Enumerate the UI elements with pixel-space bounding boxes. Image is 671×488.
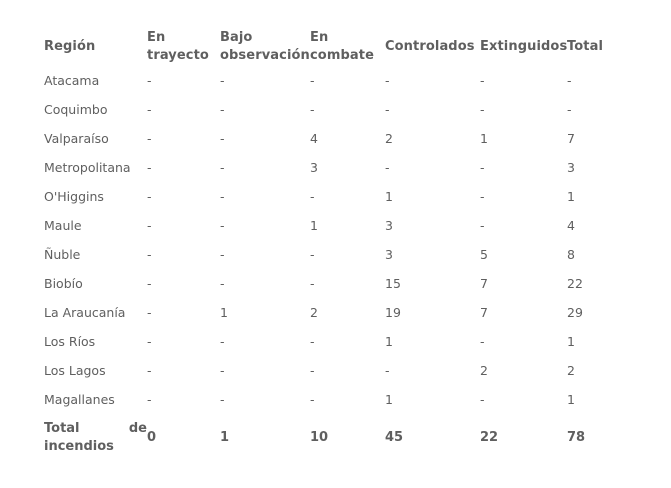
cell-region: Biobío xyxy=(44,276,83,291)
header-extinguidos: Extinguidos xyxy=(480,39,568,54)
cell-total: - xyxy=(567,73,572,88)
header-total: Total xyxy=(567,39,604,54)
cell-en-combate: 3 xyxy=(310,160,318,175)
table-row xyxy=(44,240,612,269)
cell-bajo-observacion: - xyxy=(220,247,225,262)
cell-bajo-observacion: - xyxy=(220,73,225,88)
cell-extinguidos: - xyxy=(480,102,485,117)
cell-region: Maule xyxy=(44,218,82,233)
cell-controlados: 1 xyxy=(385,334,393,349)
table-row xyxy=(44,153,612,182)
cell-en-combate: - xyxy=(310,73,315,88)
cell-controlados: 2 xyxy=(385,131,393,146)
cell-total: - xyxy=(567,102,572,117)
table-row xyxy=(44,124,612,153)
cell-controlados: 3 xyxy=(385,247,393,262)
cell-extinguidos: - xyxy=(480,218,485,233)
cell-en-trayecto: - xyxy=(147,102,152,117)
table-row xyxy=(44,356,612,385)
cell-en-trayecto: - xyxy=(147,392,152,407)
cell-total: 1 xyxy=(567,392,575,407)
cell-en-combate: - xyxy=(310,392,315,407)
cell-bajo-observacion: - xyxy=(220,131,225,146)
cell-en-combate: - xyxy=(310,102,315,117)
cell-total: 1 xyxy=(567,189,575,204)
cell-controlados: 3 xyxy=(385,218,393,233)
cell-total: 22 xyxy=(567,276,583,291)
cell-bajo-observacion: - xyxy=(220,218,225,233)
cell-region: La Araucanía xyxy=(44,305,126,320)
cell-extinguidos: - xyxy=(480,392,485,407)
cell-bajo-observacion: - xyxy=(220,160,225,175)
cell-en-combate: 4 xyxy=(310,131,318,146)
header-en-trayecto: En trayecto xyxy=(147,30,209,63)
cell-extinguidos: - xyxy=(480,334,485,349)
table-body xyxy=(44,66,612,414)
cell-total: 2 xyxy=(567,363,575,378)
cell-en-trayecto: - xyxy=(147,131,152,146)
cell-region: Ñuble xyxy=(44,247,81,262)
table-row xyxy=(44,298,612,327)
cell-region: Los Ríos xyxy=(44,334,96,349)
cell-bajo-observacion: - xyxy=(220,276,225,291)
cell-en-combate: - xyxy=(310,276,315,291)
cell-bajo-observacion: 1 xyxy=(220,305,228,320)
cell-controlados: 19 xyxy=(385,305,401,320)
cell-total: 4 xyxy=(567,218,575,233)
cell-bajo-observacion: - xyxy=(220,392,225,407)
header-row xyxy=(44,28,612,66)
cell-en-trayecto: - xyxy=(147,363,152,378)
cell-region: Magallanes xyxy=(44,392,115,407)
cell-en-trayecto: - xyxy=(147,334,152,349)
cell-region: Metropolitana xyxy=(44,160,131,175)
cell-region: Atacama xyxy=(44,73,100,88)
table-container xyxy=(44,28,612,462)
cell-region: Valparaíso xyxy=(44,131,109,146)
totals-row xyxy=(44,414,612,462)
cell-total: 1 xyxy=(567,334,575,349)
cell-en-combate: - xyxy=(310,247,315,262)
cell-extinguidos: 5 xyxy=(480,247,488,262)
cell-en-trayecto: - xyxy=(147,305,152,320)
cell-region: Los Lagos xyxy=(44,363,106,378)
cell-bajo-observacion: - xyxy=(220,363,225,378)
cell-controlados: - xyxy=(385,363,390,378)
cell-controlados: - xyxy=(385,160,390,175)
cell-extinguidos: - xyxy=(480,73,485,88)
cell-total: 29 xyxy=(567,305,583,320)
table-header xyxy=(44,28,612,66)
header-controlados: Controlados xyxy=(385,39,475,54)
cell-total: 3 xyxy=(567,160,575,175)
cell-extinguidos: 7 xyxy=(480,276,488,291)
totals-en-trayecto: 0 xyxy=(147,430,157,445)
cell-en-trayecto: - xyxy=(147,189,152,204)
table-footer xyxy=(44,414,612,462)
table-row xyxy=(44,385,612,414)
totals-total: 78 xyxy=(567,430,586,445)
cell-en-trayecto: - xyxy=(147,73,152,88)
cell-en-trayecto: - xyxy=(147,218,152,233)
cell-total: 8 xyxy=(567,247,575,262)
cell-total: 7 xyxy=(567,131,575,146)
wildfire-status-table xyxy=(44,28,612,462)
header-bajo-observacion: Bajo observación xyxy=(220,30,310,63)
cell-extinguidos: - xyxy=(480,160,485,175)
cell-en-combate: - xyxy=(310,334,315,349)
cell-bajo-observacion: - xyxy=(220,334,225,349)
cell-controlados: 15 xyxy=(385,276,401,291)
cell-bajo-observacion: - xyxy=(220,189,225,204)
cell-en-trayecto: - xyxy=(147,276,152,291)
table-row xyxy=(44,182,612,211)
cell-en-combate: 1 xyxy=(310,218,318,233)
totals-en-combate: 10 xyxy=(310,430,329,445)
cell-en-trayecto: - xyxy=(147,247,152,262)
header-en-combate: En combate xyxy=(310,30,374,63)
totals-extinguidos: 22 xyxy=(480,430,499,445)
totals-controlados: 45 xyxy=(385,430,404,445)
cell-controlados: - xyxy=(385,73,390,88)
cell-en-combate: - xyxy=(310,189,315,204)
table-row xyxy=(44,66,612,95)
cell-region: O'Higgins xyxy=(44,189,104,204)
totals-label-cell xyxy=(44,414,147,462)
cell-bajo-observacion: - xyxy=(220,102,225,117)
cell-en-combate: 2 xyxy=(310,305,318,320)
cell-extinguidos: 1 xyxy=(480,131,488,146)
cell-extinguidos: 2 xyxy=(480,363,488,378)
table-row xyxy=(44,211,612,240)
cell-region: Coquimbo xyxy=(44,102,108,117)
totals-bajo-observacion: 1 xyxy=(220,430,230,445)
cell-extinguidos: 7 xyxy=(480,305,488,320)
header-region: Región xyxy=(44,39,96,54)
table-row xyxy=(44,327,612,356)
table-row xyxy=(44,95,612,124)
cell-en-combate: - xyxy=(310,363,315,378)
cell-en-trayecto: - xyxy=(147,160,152,175)
table-row xyxy=(44,269,612,298)
cell-controlados: 1 xyxy=(385,392,393,407)
cell-controlados: 1 xyxy=(385,189,393,204)
totals-label: Total de incendios xyxy=(44,421,147,454)
cell-extinguidos: - xyxy=(480,189,485,204)
cell-controlados: - xyxy=(385,102,390,117)
